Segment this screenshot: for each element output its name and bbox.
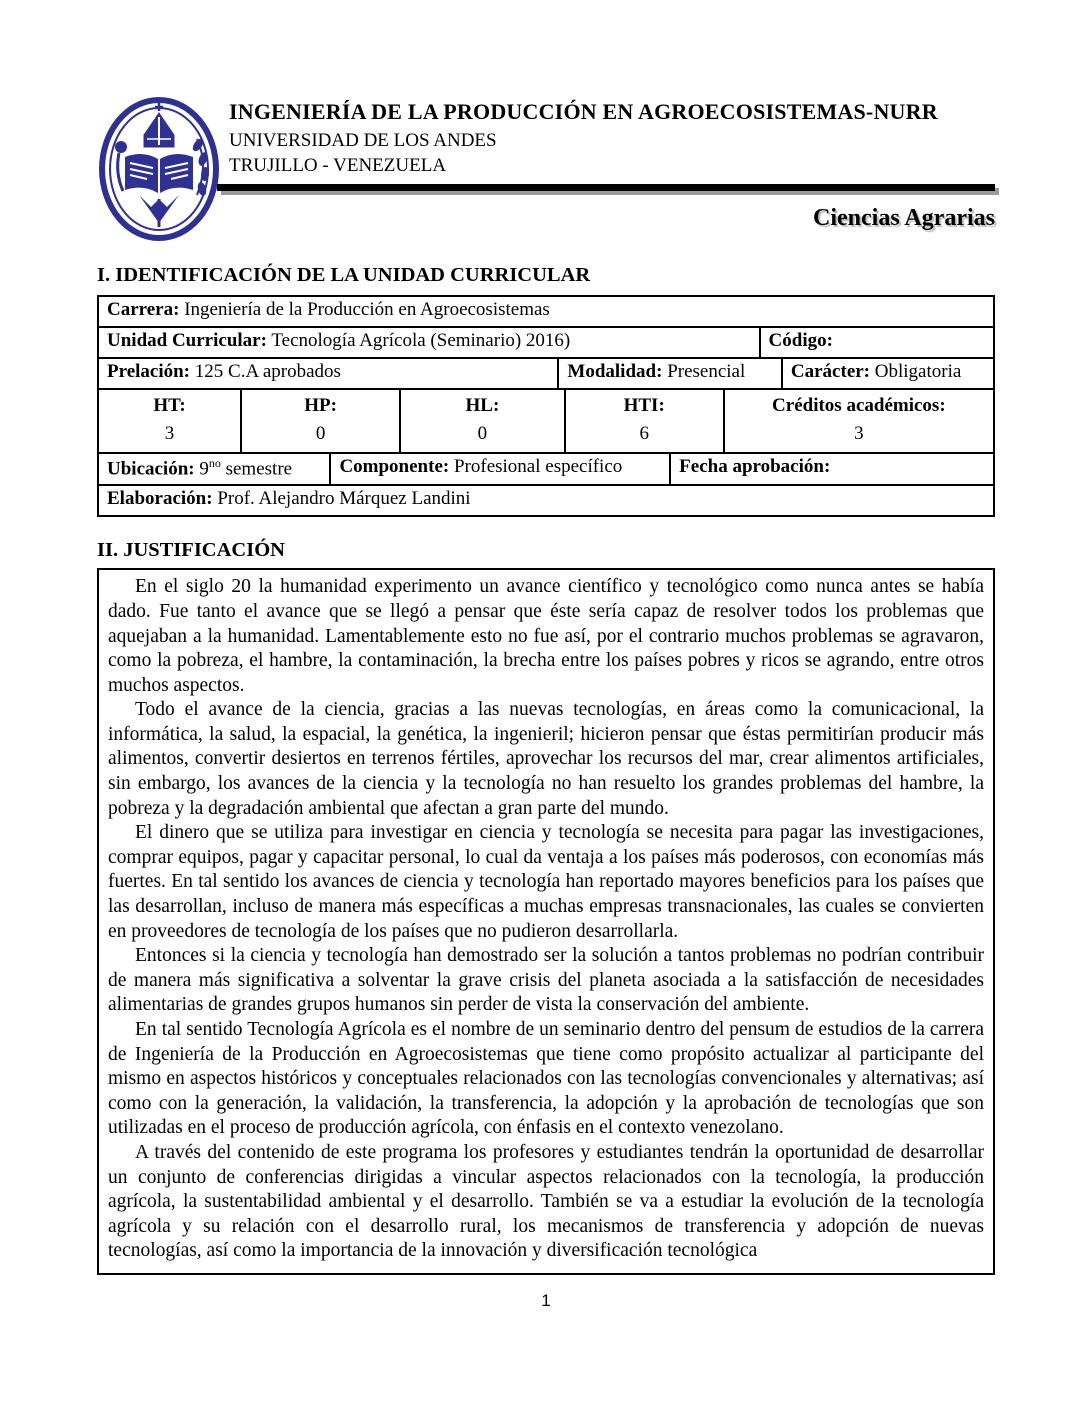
hti-value: 6 <box>639 423 649 444</box>
hti-cell <box>566 390 725 452</box>
ht-cell <box>99 390 242 452</box>
justification-paragraph-3: El dinero que se utiliza para investigar en ciencia y tecnología se necesita para pagar las investigaciones, comprar equipos, pagar y capacitar personal, lo cual da ventaja a los países más poderosos, con economías más fuertes. En tal sentido los avances de ciencia y tecnología han reportado mayores beneficios para los países que las desarrollan, incluso de manera más específicas a muchas empresas transnacionales, las cuales se convierten en proveedores de tecnología de los países que no pudieron desarrollarla. <box>108 822 984 942</box>
header-text-block <box>223 95 995 232</box>
justification-text-box <box>97 568 995 1275</box>
ubicacion-cell <box>99 454 331 484</box>
section-1-heading: I. IDENTIFICACIÓN DE LA UNIDAD CURRICULAR <box>97 264 591 286</box>
table-row-unidad <box>99 328 993 359</box>
elaboracion-cell <box>99 486 993 515</box>
carrera-cell <box>99 297 993 326</box>
page-number: 1 <box>541 1290 551 1310</box>
elaboracion-label: Elaboración: <box>107 488 213 510</box>
hl-label: HL: <box>465 395 500 416</box>
ubicacion-value-number: 9 <box>199 458 209 480</box>
caracter-value: Obligatoria <box>874 361 962 382</box>
document-header <box>97 95 995 248</box>
hl-cell <box>401 390 565 452</box>
justification-paragraph-4: Entonces si la ciencia y tecnología han demostrado ser la solución a tantos problemas no podrían contribuir de manera más significativa a solventar la grave crisis del planeta asociada a la satisfacción de necesidades alimentarias de grandes grupos humanos sin perder de vista la conservación del ambiente. <box>108 945 984 1016</box>
creditos-cell <box>725 390 993 452</box>
justification-paragraph-1: En el siglo 20 la humanidad experimento un avance científico y tecnológico como nunca antes se había dado. Fue tanto el avance que se llegó a pensar que éste sería capaz de resolver todos los problemas que aquejaban a la humanidad. Lamentablemente esto no fue así, por el contrario muchos problemas se agravaron, como la pobreza, el hambre, la contaminación, la brecha entre los países pobres y ricos se agrando, entre otros muchos aspectos. <box>108 576 984 696</box>
hti-label: HTI: <box>623 395 665 416</box>
ht-value: 3 <box>164 423 175 444</box>
table-row-prelacion <box>99 359 993 390</box>
creditos-value: 3 <box>854 423 864 444</box>
elaboracion-value: Prof. Alejandro Márquez Landini <box>217 488 471 510</box>
university-name: UNIVERSIDAD DE LOS ANDES <box>229 130 497 151</box>
program-title: INGENIERÍA DE LA PRODUCCIÓN EN AGROECOSISTEMAS-NURR <box>229 99 938 124</box>
table-row-ubicacion <box>99 454 993 486</box>
caracter-label: Carácter: <box>790 361 871 382</box>
unidad-curricular-cell <box>99 328 761 357</box>
ubicacion-value-ordinal: no <box>208 456 221 470</box>
justification-paragraph-5: En tal sentido Tecnología Agrícola es el nombre de un seminario dentro del pensum de estudios de la carrera de Ingeniería de la Producción en Agroecosistemas que tiene como propósito actualizar al participante del mismo en aspectos históricos y conceptuales relacionados con las tecnologías convencionales y alternativas; así como con la generación, la validación, la transferencia, la adopción y la aprobación de tecnologías que son utilizadas en el proceso de producción agrícola, con énfasis en el contexto venezolano. <box>108 1019 984 1139</box>
fecha-aprobacion-cell <box>671 454 993 484</box>
unidad-label: Unidad Curricular: <box>107 330 267 351</box>
header-divider-rule <box>217 184 995 191</box>
ubicacion-value-rest: semestre <box>220 458 293 480</box>
componente-value: Profesional específico <box>453 456 623 477</box>
hl-value: 0 <box>477 423 488 444</box>
prelacion-label: Prelación: <box>107 361 191 382</box>
justification-paragraph-6: A través del contenido de este programa los profesores y estudiantes tendrán la oportunidad de desarrollar un conjunto de conferencias dirigidas a vincular aspectos relacionados con la tecnología, la producción agrícola, la sustentabilidad ambiental y el desarrollo. También se va a estudiar la evolución de la tecnología agrícola y su relación con el desarrollo rural, los mecanismos de transferencia y adopción de nuevas tecnologías, así como la importancia de la innovación y diversificación tecnológica <box>108 1141 984 1262</box>
table-row-elaboracion <box>99 486 993 515</box>
fecha-aprobacion-label: Fecha aprobación: <box>679 456 831 477</box>
university-location: TRUJILLO - VENEZUELA <box>229 155 447 176</box>
caracter-cell <box>783 359 993 388</box>
prelacion-value: 125 C.A aprobados <box>194 361 341 382</box>
university-logo <box>97 95 223 248</box>
table-row-hours <box>99 390 993 454</box>
modalidad-value: Presencial <box>667 361 746 382</box>
hp-label: HP: <box>304 395 337 416</box>
identification-table <box>97 295 995 517</box>
carrera-value: Ingeniería de la Producción en Agroecosistemas <box>184 299 550 320</box>
prelacion-cell <box>99 359 559 388</box>
section-2-heading: II. JUSTIFICACIÓN <box>97 539 285 562</box>
unidad-value: Tecnología Agrícola (Seminario) 2016) <box>271 330 571 351</box>
codigo-cell <box>761 328 993 357</box>
table-row-carrera <box>99 297 993 328</box>
creditos-label: Créditos académicos: <box>772 395 946 416</box>
codigo-label: Código: <box>768 330 833 351</box>
hp-cell <box>242 390 401 452</box>
modalidad-label: Modalidad: <box>567 361 663 382</box>
ht-label: HT: <box>153 395 186 416</box>
componente-label: Componente: <box>339 456 450 477</box>
ubicacion-label: Ubicación: <box>107 458 195 480</box>
componente-cell <box>331 454 671 484</box>
carrera-label: Carrera: <box>107 299 180 320</box>
modalidad-cell <box>559 359 783 388</box>
department-name: Ciencias Agrarias <box>813 205 995 231</box>
university-seal-icon <box>97 95 223 243</box>
hp-value: 0 <box>315 423 326 444</box>
justification-paragraph-2: Todo el avance de la ciencia, gracias a las nuevas tecnologías, en áreas como la comunicacional, la informática, la salud, la espacial, la genética, la ingenieril; hicieron pensar que éstas permitirían producir más alimentos, convertir desiertos en terrenos fértiles, aprovechar los recursos del mar, crear alimentos artificiales, sin embargo, los avances de la ciencia y la tecnología no han resuelto los grandes problemas del hambre, la pobreza y la degradación ambiental que afectan a gran parte del mundo. <box>108 699 984 819</box>
